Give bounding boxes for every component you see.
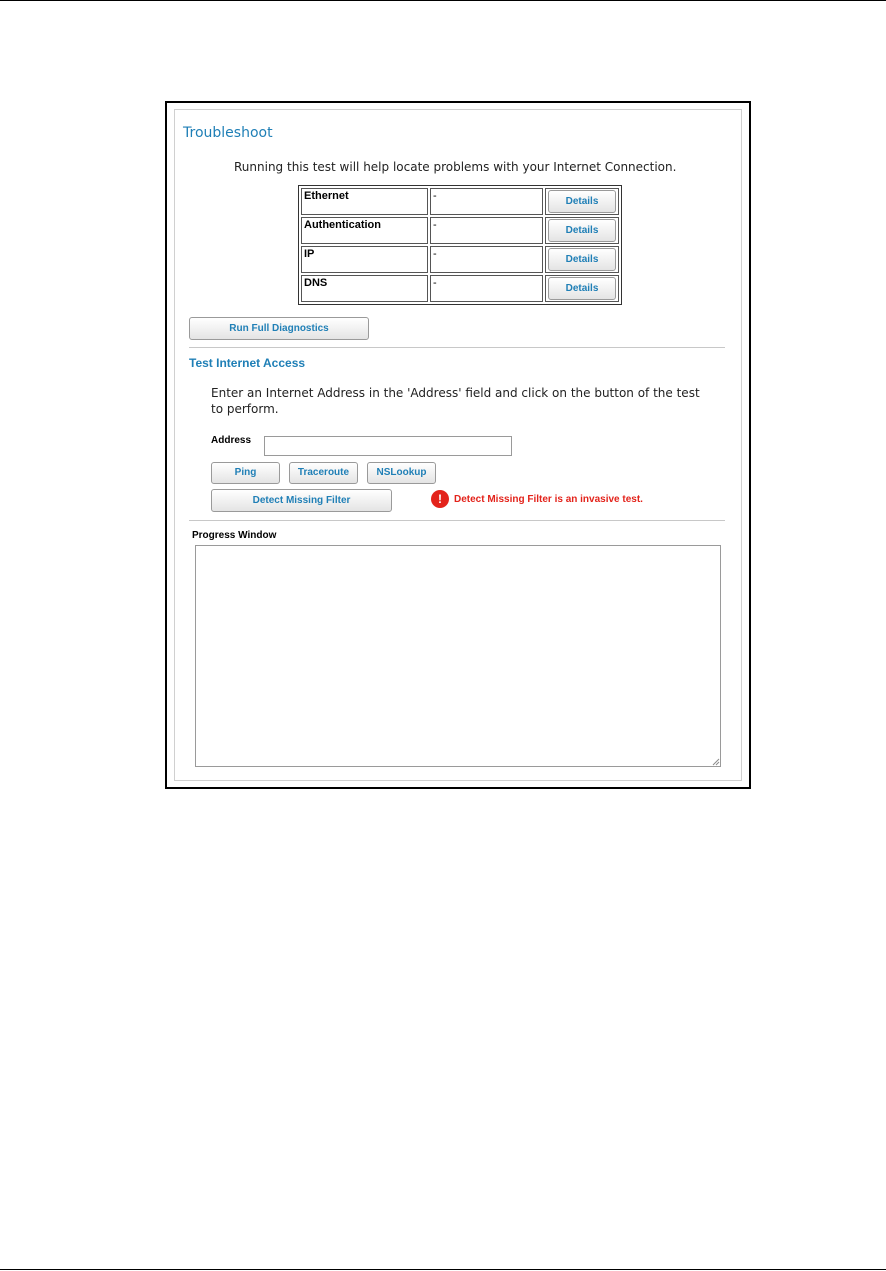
row-value: - [430,188,543,215]
nslookup-button[interactable]: NSLookup [367,462,436,484]
address-label: Address [211,435,252,446]
row-action-cell [545,246,619,273]
warning-text: Detect Missing Filter is an invasive test. [454,493,643,505]
instructions-text: Enter an Internet Address in the 'Address' field and click on the button of the test to perform. [211,386,700,416]
details-button-ip[interactable]: Details [548,248,616,271]
table-row [301,246,619,273]
page-title: Troubleshoot [183,125,273,141]
progress-window-label: Progress Window [192,530,277,541]
address-input[interactable] [264,436,512,456]
progress-window[interactable] [195,545,721,767]
details-button-authentication[interactable]: Details [548,219,616,242]
row-name: DNS [301,275,428,302]
row-value: - [430,246,543,273]
resize-grip-icon[interactable] [711,757,720,766]
row-name: Ethernet [301,188,428,215]
row-name: Authentication [301,217,428,244]
section-divider [189,520,725,521]
page-top-rule [0,0,886,1]
invasive-test-warning [431,490,643,508]
row-action-cell [545,275,619,302]
test-internet-access-heading: Test Internet Access [189,356,306,370]
row-action-cell [545,217,619,244]
traceroute-button[interactable]: Traceroute [289,462,358,484]
intro-text: Running this test will help locate problems with your Internet Connection. [234,160,677,174]
exclamation-icon: ! [431,490,449,508]
table-row [301,217,619,244]
row-value: - [430,217,543,244]
run-full-diagnostics-button[interactable]: Run Full Diagnostics [189,317,369,340]
screenshot-frame [165,101,751,789]
ping-button[interactable]: Ping [211,462,280,484]
detect-missing-filter-button[interactable]: Detect Missing Filter [211,489,392,512]
diagnostics-table [298,185,622,305]
troubleshoot-panel [174,109,742,781]
section-divider [189,347,725,348]
row-name: IP [301,246,428,273]
details-button-dns[interactable]: Details [548,277,616,300]
page-bottom-rule [0,1269,886,1270]
table-row [301,188,619,215]
row-value: - [430,275,543,302]
table-row [301,275,619,302]
details-button-ethernet[interactable]: Details [548,190,616,213]
row-action-cell [545,188,619,215]
